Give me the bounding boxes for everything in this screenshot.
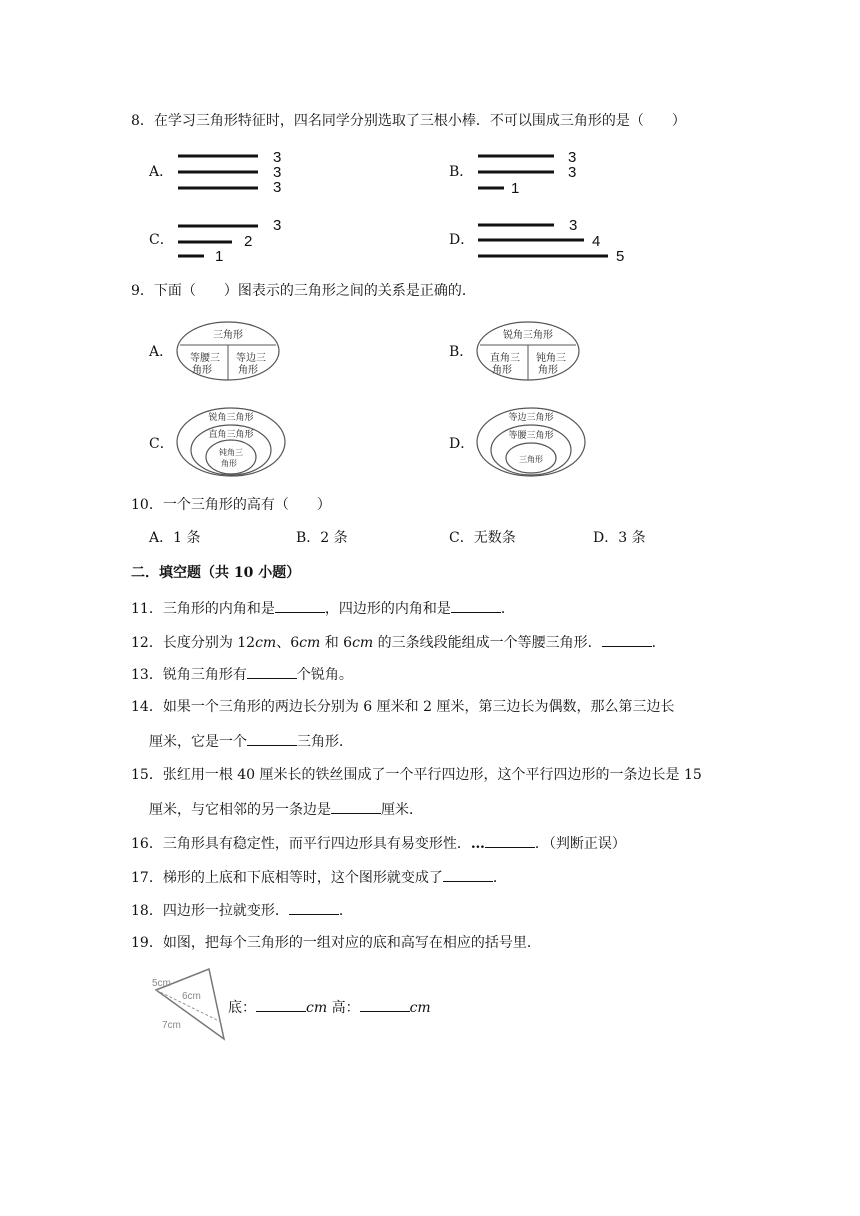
q9-diagram-b — [475, 320, 581, 382]
q19-triangle-figure — [148, 966, 238, 1041]
svg-text:7cm: 7cm — [162, 1020, 181, 1031]
question-17: 17．梯形的上底和下底相等时，这个图形就变成了 ． — [131, 866, 507, 888]
svg-text:三角形: 三角形 — [213, 330, 243, 341]
stick-label: 3 — [273, 164, 282, 181]
stick-label: 5 — [616, 248, 625, 265]
q9-option-c-label: C． — [149, 436, 174, 452]
q8-option-a-sticks — [178, 148, 298, 198]
svg-text:锐角三角形: 锐角三角形 — [503, 330, 553, 341]
section-heading: 二．填空题（共 10 小题） — [131, 565, 301, 581]
svg-text:角形: 角形 — [538, 365, 558, 376]
svg-text:钝角三: 钝角三 — [536, 353, 566, 364]
answer-blank[interactable] — [331, 798, 381, 814]
q9-option-d-label: D． — [449, 436, 475, 452]
svg-text:角形: 角形 — [192, 365, 212, 376]
q8-option-c-label: C． — [149, 232, 174, 248]
answer-blank[interactable] — [451, 597, 501, 613]
q19-answers: 底： cm 高： cm — [228, 996, 431, 1018]
svg-text:锐角三角形: 锐角三角形 — [208, 413, 254, 423]
stick-label: 3 — [273, 217, 282, 234]
answer-blank[interactable] — [247, 663, 297, 679]
svg-text:5cm: 5cm — [152, 978, 171, 989]
svg-text:角形: 角形 — [221, 459, 237, 468]
svg-text:直角三: 直角三 — [490, 353, 520, 364]
question-11: 11．三角形的内角和是 ，四边形的内角和是 ． — [131, 597, 515, 619]
answer-blank[interactable] — [275, 597, 325, 613]
q9-diagram-c — [175, 405, 287, 477]
answer-blank[interactable] — [247, 730, 297, 746]
answer-blank[interactable] — [289, 899, 339, 915]
q10-option-d: D．3 条 — [593, 530, 646, 546]
q10-option-b: B．2 条 — [296, 530, 348, 546]
q8-option-b-sticks — [478, 148, 608, 198]
svg-text:直角三角形: 直角三角形 — [208, 430, 254, 440]
q9-option-b-label: B． — [449, 344, 474, 360]
question-12: 12．长度分别为 12cm、6cm 和 6cm 的三条线段能组成一个等腰三角形． ． — [131, 631, 666, 653]
question-15-line1: 15．张红用一根 40 厘米长的铁丝围成了一个平行四边形，这个平行四边形的一条边长是 15 — [131, 767, 702, 783]
q8-option-a-label: A． — [149, 164, 174, 180]
q10-option-c: C．无数条 — [449, 530, 516, 546]
question-18: 18．四边形一拉就变形． ． — [131, 899, 353, 921]
svg-text:等边三角形: 等边三角形 — [508, 413, 554, 423]
stick-label: 1 — [511, 180, 520, 197]
question-15-line2: 厘米，与它相邻的另一条边是 厘米． — [149, 798, 423, 820]
question-14-line2: 厘米，它是一个 三角形． — [149, 730, 353, 752]
question-10: 10．一个三角形的高有（ ） — [131, 497, 331, 513]
q10-option-a: A．1 条 — [149, 530, 201, 546]
question-19: 19．如图，把每个三角形的一组对应的底和高写在相应的括号里． — [131, 935, 541, 951]
answer-blank[interactable] — [485, 832, 535, 848]
stick-label: 3 — [273, 179, 282, 196]
svg-text:三角形: 三角形 — [519, 455, 543, 464]
svg-text:钝角三: 钝角三 — [219, 448, 243, 457]
answer-blank[interactable] — [602, 631, 652, 647]
svg-text:等边三: 等边三 — [236, 353, 266, 364]
q9-option-a-label: A． — [149, 344, 174, 360]
stick-label: 4 — [592, 233, 601, 250]
svg-text:等腰三: 等腰三 — [190, 353, 220, 364]
q8-option-c-sticks — [178, 216, 298, 266]
stick-label: 3 — [569, 217, 578, 234]
stick-label: 3 — [568, 164, 577, 181]
question-9: 9．下面（ ）图表示的三角形之间的关系是正确的． — [131, 283, 476, 299]
stick-label: 3 — [273, 149, 282, 166]
q8-option-d-label: D． — [449, 232, 475, 248]
svg-text:角形: 角形 — [492, 365, 512, 376]
answer-blank[interactable] — [443, 866, 493, 882]
height-blank[interactable] — [360, 996, 410, 1012]
q9-diagram-a — [175, 320, 281, 382]
question-14-line1: 14．如果一个三角形的两边长分别为 6 厘米和 2 厘米，第三边长为偶数，那么第三边长 — [131, 699, 675, 715]
question-8: 8．在学习三角形特征时，四名同学分别选取了三根小棒．不可以围成三角形的是（ ） — [131, 113, 686, 129]
svg-text:等腰三角形: 等腰三角形 — [508, 431, 554, 441]
base-blank[interactable] — [256, 996, 306, 1012]
question-13: 13．锐角三角形有 个锐角。 — [131, 663, 353, 685]
q8-option-d-sticks — [478, 216, 638, 266]
svg-text:角形: 角形 — [238, 365, 258, 376]
q9-diagram-d — [475, 405, 587, 477]
stick-label: 1 — [215, 248, 224, 265]
stick-label: 2 — [244, 233, 253, 250]
svg-text:6cm: 6cm — [182, 991, 201, 1002]
q8-option-b-label: B． — [449, 164, 474, 180]
question-16: 16．三角形具有稳定性，而平行四边形具有易变形性．… ．（判断正误） — [131, 832, 626, 854]
stick-label: 3 — [568, 149, 577, 166]
